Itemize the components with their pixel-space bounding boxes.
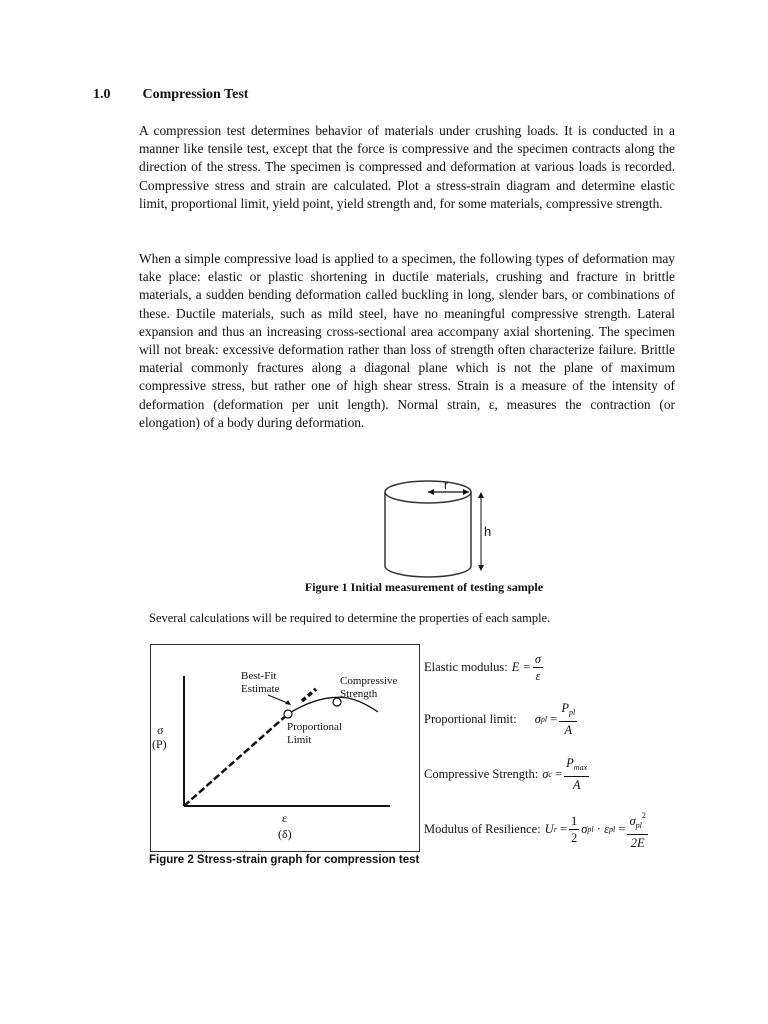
compressive-num-sub: max [573,763,588,772]
resilience-num2-sub: pl [635,821,642,830]
height-arrow-top [478,492,484,498]
cylinder-figure [378,478,496,582]
half-denominator: 2 [571,831,578,845]
elastic-modulus-fraction [533,651,543,684]
figure2-caption: Figure 2 Stress-strain graph for compression test [149,854,420,866]
resilience-fraction [627,808,647,851]
proportional-label-2: Limit [287,734,312,746]
proportional-fraction [559,700,577,738]
compressive-numerator [564,755,589,777]
radius-arrow-tail [428,489,434,495]
section-heading [93,87,248,103]
figure1-caption: Figure 1 Initial measurement of testing sample [304,580,544,594]
y-axis-symbol: σ [157,723,164,737]
elastic-modulus-label: Elastic modulus: [424,660,508,674]
x-axis-label: (δ) [278,827,292,841]
elastic-modulus-lhs: E = [511,660,531,674]
proportional-num: P [561,701,569,715]
proportional-denominator: A [564,723,573,737]
calculations-intro: Several calculations will be required to determine the properties of each sample. [149,611,551,625]
resilience-lhs: U [544,822,554,836]
compressive-strength-equation: Compressive Strength: σ c = $\frac{P_{max}}{A}$ [424,756,588,792]
resilience-lhs-sub: r [553,825,557,834]
elastic-modulus-equation [424,651,545,684]
y-axis-label: (P) [152,737,167,751]
height-arrow-bottom [478,565,484,571]
resilience-eps: ε [604,822,610,836]
resilience-denominator: 2E [630,836,645,850]
best-fit-label-2: Estimate [241,683,280,695]
elastic-denominator: ε [535,669,541,683]
compressive-num: P [566,756,574,770]
resilience-half [569,813,579,846]
proportional-lhs: σ [534,711,541,726]
resilience-num2: σ [629,814,636,828]
compressive-lhs: σ [542,766,549,781]
radius-arrow-head [463,489,469,495]
half-numerator: 1 [571,814,578,828]
compressive-lhs-sub: c [548,769,552,779]
compressive-denominator: A [572,778,581,792]
section-title: Compression Test [142,87,249,102]
proportional-limit-equation: Proportional limit: σ pl = $\frac{P_{pl}}{A}$ [424,701,576,737]
paragraph-deformation: When a simple compressive load is applied to a specimen, the following types of deformation may take place: elastic or plastic shortening in ductile materials, crushing and fracture in brittle materials, a sudden bending deformation called buckling in long, slender bars, or combinations of these. Ductile materials, such as mild steel, have no meaningful compressive strength. Lateral expansion and thus an increasing cross-sectional area accompany axial shortening. The specimen will not break: excessive deformation rather than loss of strength often characterize failure. Brittle material commonly fractures along a diagonal plane which is not the plane of maximum compressive stress, but rather one of high shear stress. Strain is a measure of the intensity of deformation (deformation per unit length). Normal strain, ε, measures the contraction (or elongation) of a body during deformation. [139,251,675,430]
height-label: h [484,524,492,539]
resilience-eps-sub: pl [609,825,616,834]
cylinder-bottom [385,566,471,577]
compressive-label-1: Compressive [340,675,398,687]
proportional-limit-label: Proportional limit: [424,711,517,726]
resilience-numerator [627,808,647,835]
compressive-fraction [564,755,589,793]
proportional-limit-point [284,710,292,718]
compressive-label-2: Strength [340,688,378,700]
proportional-label-1: Proportional [287,721,342,733]
resilience-sigma: σ [581,822,588,836]
stress-strain-graph [150,644,420,852]
section-number: 1.0 [93,87,111,102]
proportional-numerator [559,700,577,722]
radius-label: r [444,478,448,492]
resilience-sigma-sub: pl [587,825,594,834]
proportional-lhs-sub: pl [540,714,548,724]
paragraph-intro: A compression test determines behavior of materials under crushing loads. It is conducted in a manner like tensile test, except that the force is compressive and the specimen contracts along the direction of the stress. The specimen is compressed and deformation at various loads is recorded. Compressive stress and strain are calculated. Plot a stress-strain diagram and determine elastic limit, proportional limit, yield point, yield strength and, for some materials, compressive strength. [139,123,675,211]
proportional-num-sub: pl [568,708,576,717]
resilience-num2-sup: 2 [641,811,646,820]
resilience-label: Modulus of Resilience: [424,822,541,836]
best-fit-label-1: Best-Fit [241,670,277,682]
modulus-of-resilience-equation: Modulus of Resilience: U r = $\frac{1}{2}$ σ pl · ε pl = $\frac{\sigma_{pl}^2}{2E}$ [424,808,650,851]
elastic-numerator: σ [534,652,542,666]
x-axis-symbol: ε [282,811,288,825]
compressive-strength-label: Compressive Strength: [424,766,539,781]
